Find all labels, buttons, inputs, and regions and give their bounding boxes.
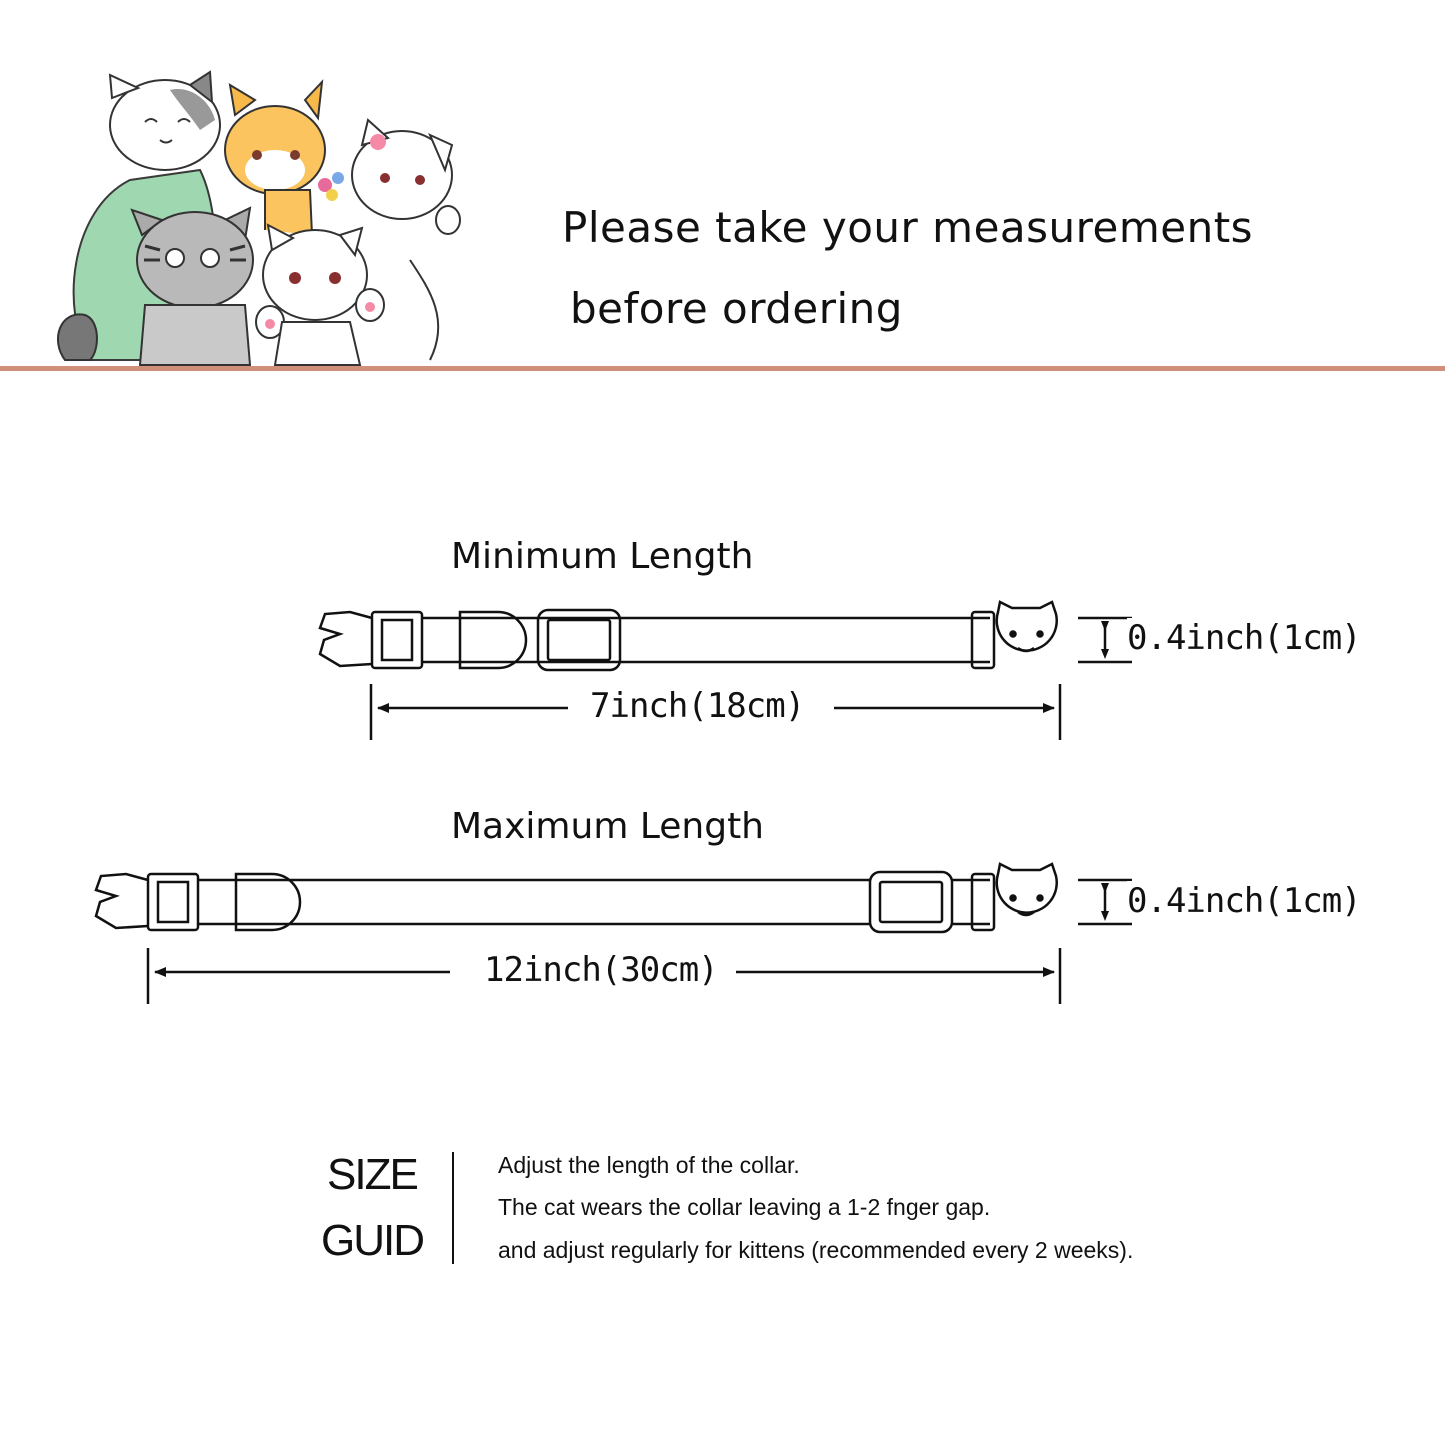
cat-charm-icon bbox=[997, 864, 1057, 915]
minimum-width-label: 0.4inch(1cm) bbox=[1127, 618, 1361, 658]
size-guide-word-2: GUID bbox=[321, 1216, 423, 1265]
maximum-length-title: Maximum Length bbox=[451, 806, 764, 847]
size-guide-note: and adjust regularly for kittens (recommended every 2 weeks). bbox=[498, 1237, 1134, 1263]
minimum-length-label: 7inch(18cm) bbox=[590, 686, 805, 726]
minimum-length-title: Minimum Length bbox=[451, 536, 754, 577]
maximum-width-label: 0.4inch(1cm) bbox=[1127, 881, 1361, 921]
maximum-length-label: 12inch(30cm) bbox=[484, 950, 718, 990]
size-guide-separator bbox=[452, 1152, 454, 1264]
cat-charm-icon bbox=[997, 602, 1057, 651]
heading-line-1: Please take your measurements bbox=[562, 203, 1254, 252]
size-guide-word-1: SIZE bbox=[327, 1150, 417, 1199]
heading-line-2: before ordering bbox=[570, 284, 903, 333]
size-guide-note: The cat wears the collar leaving a 1-2 fnger gap. bbox=[498, 1194, 991, 1220]
size-guide-note: Adjust the length of the collar. bbox=[498, 1152, 800, 1178]
